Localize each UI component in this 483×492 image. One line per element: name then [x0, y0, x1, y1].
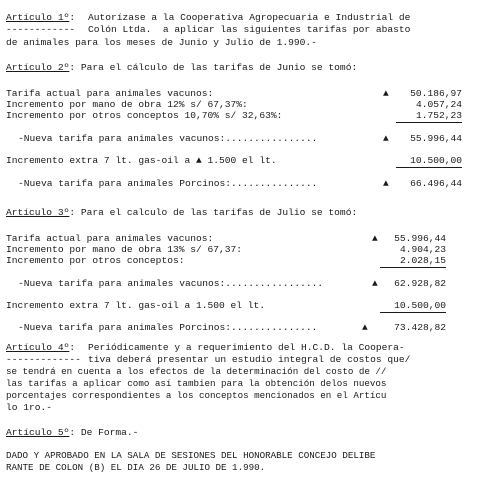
article-3-heading: Artículo 3º: [6, 207, 70, 218]
art3-subtotal-rule: [380, 267, 446, 268]
art3-row-6-currency-symbol: ▲: [362, 322, 368, 333]
art2-row-3-amount: 1.752,23: [415, 110, 462, 121]
article-4-line-2: tiva deberá presentar un estudio integral de costos que/: [88, 354, 411, 365]
art2-row-1-label: Tarifa actual para animales vacunos:: [6, 88, 214, 99]
art3-row-6-label: -Nueva tarifa para animales Porcinos:...............: [18, 322, 318, 333]
art3-row-4-currency-symbol: ▲: [372, 278, 378, 289]
article-1-line-1: Autorízase a la Cooperativa Agropecuaria e Industrial de: [88, 12, 411, 23]
art3-row-6-amount: 73.428,82: [394, 322, 446, 333]
article-1-line-3: de animales para los meses de Junio y Julio de 1.990.-: [6, 37, 317, 48]
art2-row-5-amount: 10.500,00: [410, 155, 462, 166]
art2-row-5-label: Incremento extra 7 lt. gas-oil a ▲ 1.500 el lt.: [6, 155, 277, 166]
art3-total-rule: [380, 312, 446, 313]
art2-row-1-currency-symbol: ▲: [383, 88, 389, 99]
art2-row-4-amount: 55.996,44: [410, 133, 462, 144]
article-5-heading: Artículo 5º: [6, 427, 70, 438]
art3-row-1-currency-symbol: ▲: [372, 233, 378, 244]
article-1-line-2: Colón Ltda. a aplicar las siguientes tarifas por abasto: [88, 24, 411, 35]
art2-row-2-amount: 4.057,24: [415, 99, 462, 110]
article-4-dashes: -------------: [6, 354, 81, 365]
art2-total-rule: [396, 167, 462, 168]
art2-row-1-amount: 50.186,97: [410, 88, 462, 99]
article-1-dashes: ------------: [6, 24, 76, 35]
closing-line-1: DADO Y APROBADO EN LA SALA DE SESIONES DEL HONORABLE CONCEJO DELIBE: [6, 450, 376, 461]
art3-row-1-label: Tarifa actual para animales vacunos:: [6, 233, 214, 244]
art3-row-4-label: -Nueva tarifa para animales vacunos:.................: [18, 278, 324, 289]
article-2-heading-line: Artículo 2º: Para el cálculo de las tarifas de Junio se tomó:: [6, 62, 358, 73]
article-5-text: De Forma.-: [80, 427, 139, 438]
art2-row-4-label: -Nueva tarifa para animales vacunos:................: [18, 133, 318, 144]
art3-row-4-amount: 62.928,82: [394, 278, 446, 289]
article-4-line-3: se tendrá en cuenta a los efectos de la determinación del costo de //: [6, 366, 387, 377]
art2-row-2-label: Incremento por mano de obra 12% s/ 67,37%:: [6, 99, 248, 110]
art3-row-2-label: Incremento por mano de obra 13% s/ 67,37:: [6, 244, 243, 255]
article-2-intro: Para el cálculo de las tarifas de Junio se tomó:: [80, 62, 358, 73]
closing-line-2: RANTE DE COLON (B) EL DIA 26 DE JULIO DE 1.990.: [6, 462, 266, 473]
article-4-line-1: Periódicamente y a requerimiento del H.C.D. la Coopera-: [88, 342, 405, 353]
art3-row-5-amount: 10.500,00: [394, 300, 446, 311]
article-3-heading-line: Artículo 3º: Para el calculo de las tarifas de Julio se tomó:: [6, 207, 358, 218]
article-4-line-4: las tarifas a aplicar como así tambien para la obtención delos nuevos: [6, 378, 387, 389]
article-5-line: Artículo 5º: De Forma.-: [6, 427, 139, 438]
art3-row-1-amount: 55.996,44: [394, 233, 446, 244]
article-1-heading: Artículo 1º: [6, 12, 70, 23]
article-1-heading-line: Artículo 1º:: [6, 12, 76, 23]
art2-subtotal-rule: [396, 122, 462, 123]
art2-row-4-currency-symbol: ▲: [383, 133, 389, 144]
art3-row-2-amount: 4.904,23: [399, 244, 446, 255]
art2-row-6-label: -Nueva tarifa para animales Porcinos:...............: [18, 178, 318, 189]
art3-row-3-label: Incremento por otros conceptos:: [6, 255, 185, 266]
art3-row-5-label: Incremento extra 7 lt. gas-oil a 1.500 el lt.: [6, 300, 266, 311]
art2-row-3-label: Incremento por otros conceptos 10,70% s/ 32,63%:: [6, 110, 283, 121]
article-2-heading: Artículo 2º: [6, 62, 70, 73]
article-3-intro: Para el calculo de las tarifas de Julio se tomó:: [80, 207, 358, 218]
article-4-heading: Artículo 4º: [6, 342, 70, 353]
article-4-line-6: lo 1ro.-: [6, 402, 53, 413]
art2-row-6-amount: 66.496,44: [410, 178, 462, 189]
article-4-line-5: porcentajes correspondientes a los conceptos mencionados en el Artícu: [6, 390, 387, 401]
art2-row-6-currency-symbol: ▲: [383, 178, 389, 189]
article-4-heading-line: Artículo 4º:: [6, 342, 76, 353]
art3-row-3-amount: 2.028,15: [399, 255, 446, 266]
